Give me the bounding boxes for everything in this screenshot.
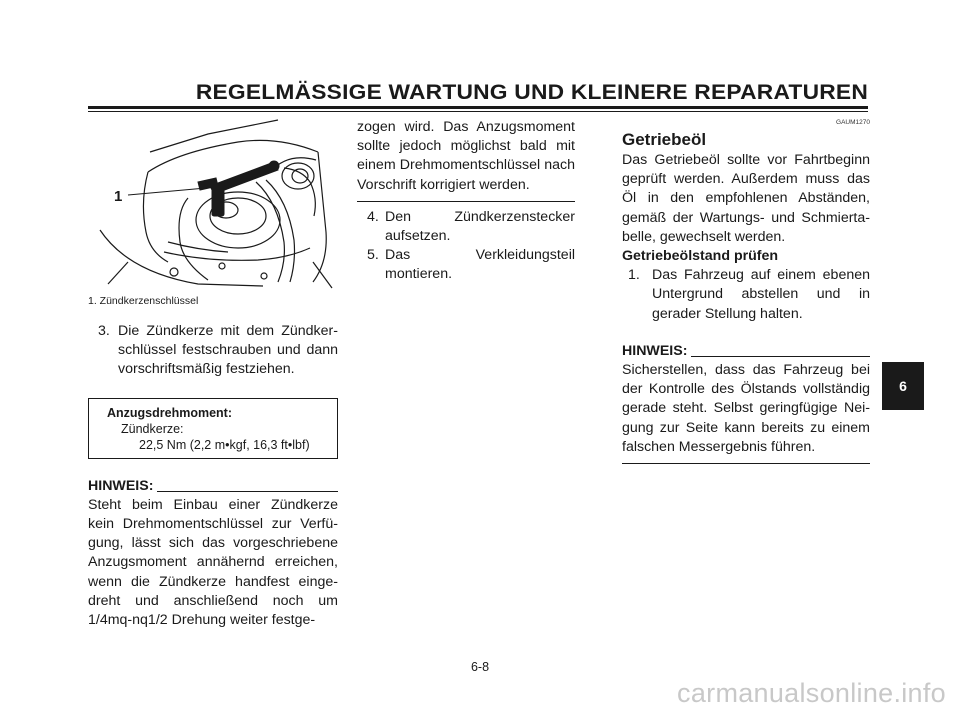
section-intro: Das Getriebeöl sollte vor Fahrtbeginn geprüft werden. Außerdem muss das Öl in den empfohlenen Abständen, gemäß der Wartungs- und Schmiertabelle, gewechselt werden. bbox=[622, 152, 870, 245]
note-text-right: Sicherstellen, dass das Fahrzeug bei der Kontrolle des Ölstands vollständig gerade steht. Selbst geringfügige Neigung zur Seite kann bereits zu einem falschen Messergebnis führen. bbox=[622, 362, 870, 455]
watermark: carmanualsonline.info bbox=[677, 678, 946, 708]
continued-note-text: zogen wird. Das Anzugsmoment sollte jedoch möglichst bald mit einem Drehmomentschlüssel nach Vorschrift korrigiert werden. bbox=[357, 119, 575, 193]
step-5-number: 5. bbox=[367, 247, 379, 264]
note-heading bbox=[88, 477, 338, 496]
column-left bbox=[88, 112, 338, 630]
note-end-rule-right bbox=[622, 463, 870, 464]
torque-spec-box bbox=[88, 398, 338, 459]
step-3 bbox=[88, 322, 338, 380]
page-header bbox=[88, 80, 868, 105]
section-title: Getriebeöl bbox=[622, 130, 707, 149]
torque-item: Zündkerze: bbox=[121, 421, 184, 436]
column-middle bbox=[357, 118, 575, 285]
spark-plug-wrench-illustration bbox=[88, 112, 338, 292]
step-5-text: Das Verkleidungsteil montieren. bbox=[385, 247, 575, 283]
note-heading-right bbox=[622, 342, 870, 361]
note-text: Steht beim Einbau einer Zündkerze kein Drehmomentschlüssel zur Verfügung, lässt sich das vorgeschriebene Anzugsmoment annähernd erreichen, wenn die Zündkerze handfest eingedreht und anschließend noch um 1/4mq-nq1/2 Drehung weiter festge- bbox=[88, 496, 338, 629]
note-rule bbox=[157, 491, 338, 492]
step-1-text: Das Fahrzeug auf einem ebenen Untergrund abstellen und in gerader Stellung halten. bbox=[652, 267, 870, 322]
page-number: 6-8 bbox=[470, 660, 490, 674]
step-3-text: Die Zündkerze mit dem Zündkerschlüssel festschrauben und dann vorschriftsmäßig festziehen. bbox=[118, 323, 338, 378]
column-right bbox=[622, 118, 870, 464]
torque-title: Anzugsdrehmoment: bbox=[107, 405, 232, 420]
subheading: Getriebeölstand prüfen bbox=[622, 248, 779, 265]
note-end-rule bbox=[357, 201, 575, 202]
chapter-tab: 6 bbox=[882, 362, 924, 410]
page-title: REGELMÄSSIGE WARTUNG UND KLEINERE REPARATUREN bbox=[195, 80, 868, 104]
spark-plug-figure bbox=[88, 112, 338, 292]
note-label: HINWEIS: bbox=[88, 477, 154, 494]
note-label-right: HINWEIS: bbox=[622, 342, 688, 359]
step-4-number: 4. bbox=[367, 208, 379, 225]
step-4 bbox=[357, 208, 575, 246]
step-4-text: Den Zündkerzenstecker aufsetzen. bbox=[385, 208, 575, 245]
figure-callout-number: 1 bbox=[114, 188, 123, 205]
torque-value: 22,5 Nm (2,2 m•kgf, 16,3 ft•lbf) bbox=[139, 437, 310, 452]
figure-caption: 1. Zündkerzenschlüssel bbox=[88, 295, 199, 307]
step-1 bbox=[622, 266, 870, 324]
header-rule-thick bbox=[88, 106, 868, 109]
step-5 bbox=[357, 246, 575, 284]
section-code: GAUM1270 bbox=[836, 119, 870, 126]
note-rule-right bbox=[691, 356, 870, 357]
step-1-number: 1. bbox=[628, 267, 640, 284]
step-3-number: 3. bbox=[98, 323, 110, 339]
